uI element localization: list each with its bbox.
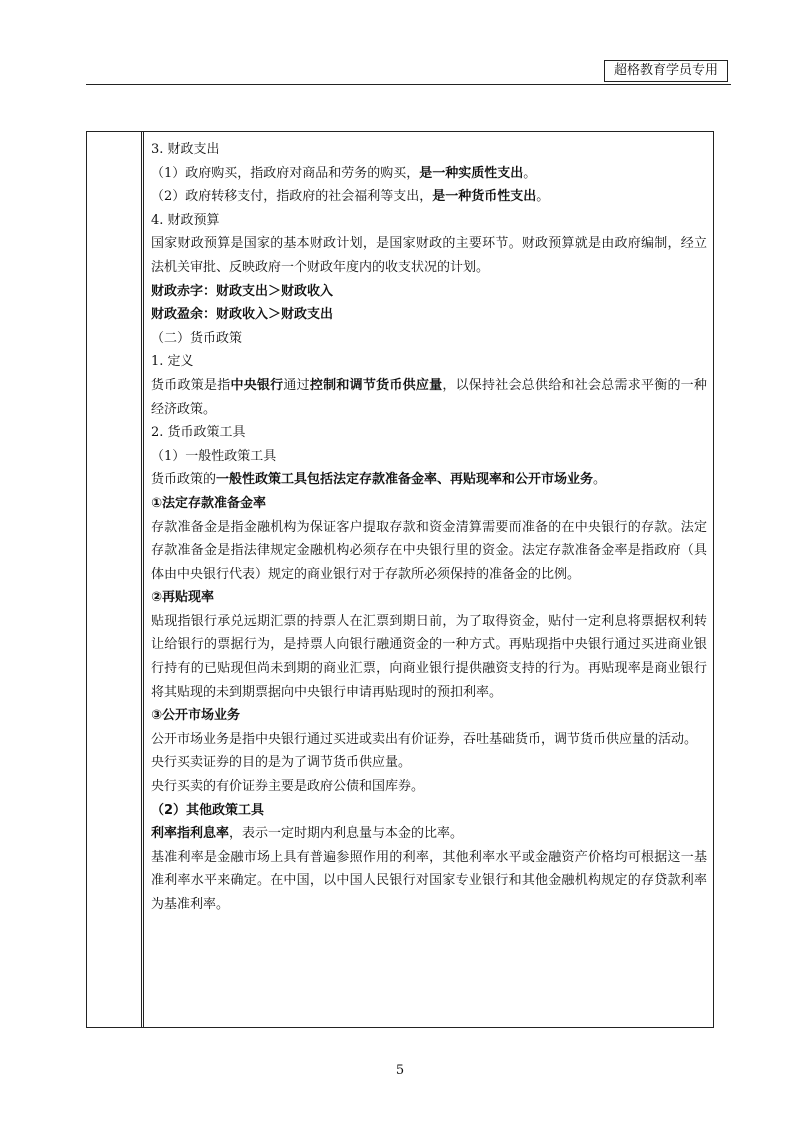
heading-definition: 1. 定义 [151, 354, 194, 370]
paragraph-interest-rate: 利率指利息率，表示一定时期内利息量与本金的比率。 [151, 826, 464, 842]
heading-general-tools: （1）一般性政策工具 [151, 448, 277, 464]
heading-rediscount-rate: ②再贴现率 [151, 590, 215, 606]
paragraph-transfer-payment: （2）政府转移支付，指政府的社会福利等支出，是一种货币性支出。 [151, 189, 550, 205]
content-cell [151, 138, 707, 917]
page-number: 5 [395, 1063, 405, 1078]
heading-fiscal-expenditure: 3. 财政支出 [151, 142, 220, 157]
paragraph-open-market: 公开市场业务是指中央银行通过买进或卖出有价证券，吞吐基础货币，调节货币供应量的活动。 [151, 731, 698, 747]
heading-open-market: ③公开市场业务 [151, 708, 241, 724]
paragraph-benchmark-rate: 基准利率是金融市场上具有普遍参照作用的利率，其他利率水平或金融资产价格均可根据这一基准利率水平来确定。在中国，以中国人民银行对国家专业银行和其他金融机构规定的存贷款利率为基准利率。 [151, 849, 707, 912]
heading-fiscal-budget: 4. 财政预算 [151, 212, 220, 228]
header-label: 超格教育学员专用 [604, 60, 728, 82]
heading-policy-tools: 2. 货币政策工具 [151, 425, 246, 441]
paragraph-budget-definition: 国家财政预算是国家的基本财政计划，是国家财政的主要环节。财政预算就是由政府编制，经立法机关审批、反映政府一个财政年度内的收支状况的计划。 [151, 236, 707, 275]
paragraph-rediscount-rate: 贴现指银行承兑远期汇票的持票人在汇票到期日前，为了取得资金，贴付一定利息将票据权利转让给银行的票据行为，是持票人向银行融通资金的一种方式。再贴现指中央银行通过买进商业银行持有的已贴现但尚未到期的商业汇票，向商业银行提供融资支持的行为。再贴现率是商业银行将其贴现的未到期票据向中央银行申请再贴现时的预扣利率。 [151, 613, 707, 700]
paragraph-government-purchase: （1）政府购买，指政府对商品和劳务的购买，是一种实质性支出。 [151, 165, 537, 181]
column-divider-inner [143, 132, 144, 1027]
fiscal-deficit: 财政赤字：财政支出＞财政收入 [151, 283, 334, 299]
column-divider [141, 132, 142, 1027]
paragraph-open-market-securities: 央行买卖的有价证券主要是政府公债和国库券。 [151, 779, 425, 795]
heading-other-tools: （2）其他政策工具 [151, 802, 265, 818]
paragraph-monetary-policy-definition: 货币政策是指中央银行通过控制和调节货币供应量，以保持社会总供给和社会总需求平衡的一种经济政策。 [151, 377, 707, 417]
fiscal-surplus: 财政盈余：财政收入＞财政支出 [151, 307, 334, 323]
header-rule [86, 84, 731, 85]
paragraph-open-market-purpose: 央行买卖证券的目的是为了调节货币供应量。 [151, 755, 412, 771]
paragraph-general-tools: 货币政策的一般性政策工具包括法定存款准备金率、再贴现率和公开市场业务。 [151, 472, 607, 488]
content-table [86, 131, 714, 1028]
heading-monetary-policy: （二）货币政策 [151, 330, 243, 346]
paragraph-reserve-ratio: 存款准备金是指金融机构为保证客户提取存款和资金清算需要而准备的在中央银行的存款。法定存款准备金是指法律规定金融机构必须存在中央银行里的资金。法定存款准备金率是指政府（具体由中央银行代表）规定的商业银行对于存款所必须保持的准备金的比例。 [151, 519, 707, 582]
heading-reserve-ratio: ①法定存款准备金率 [151, 495, 267, 511]
